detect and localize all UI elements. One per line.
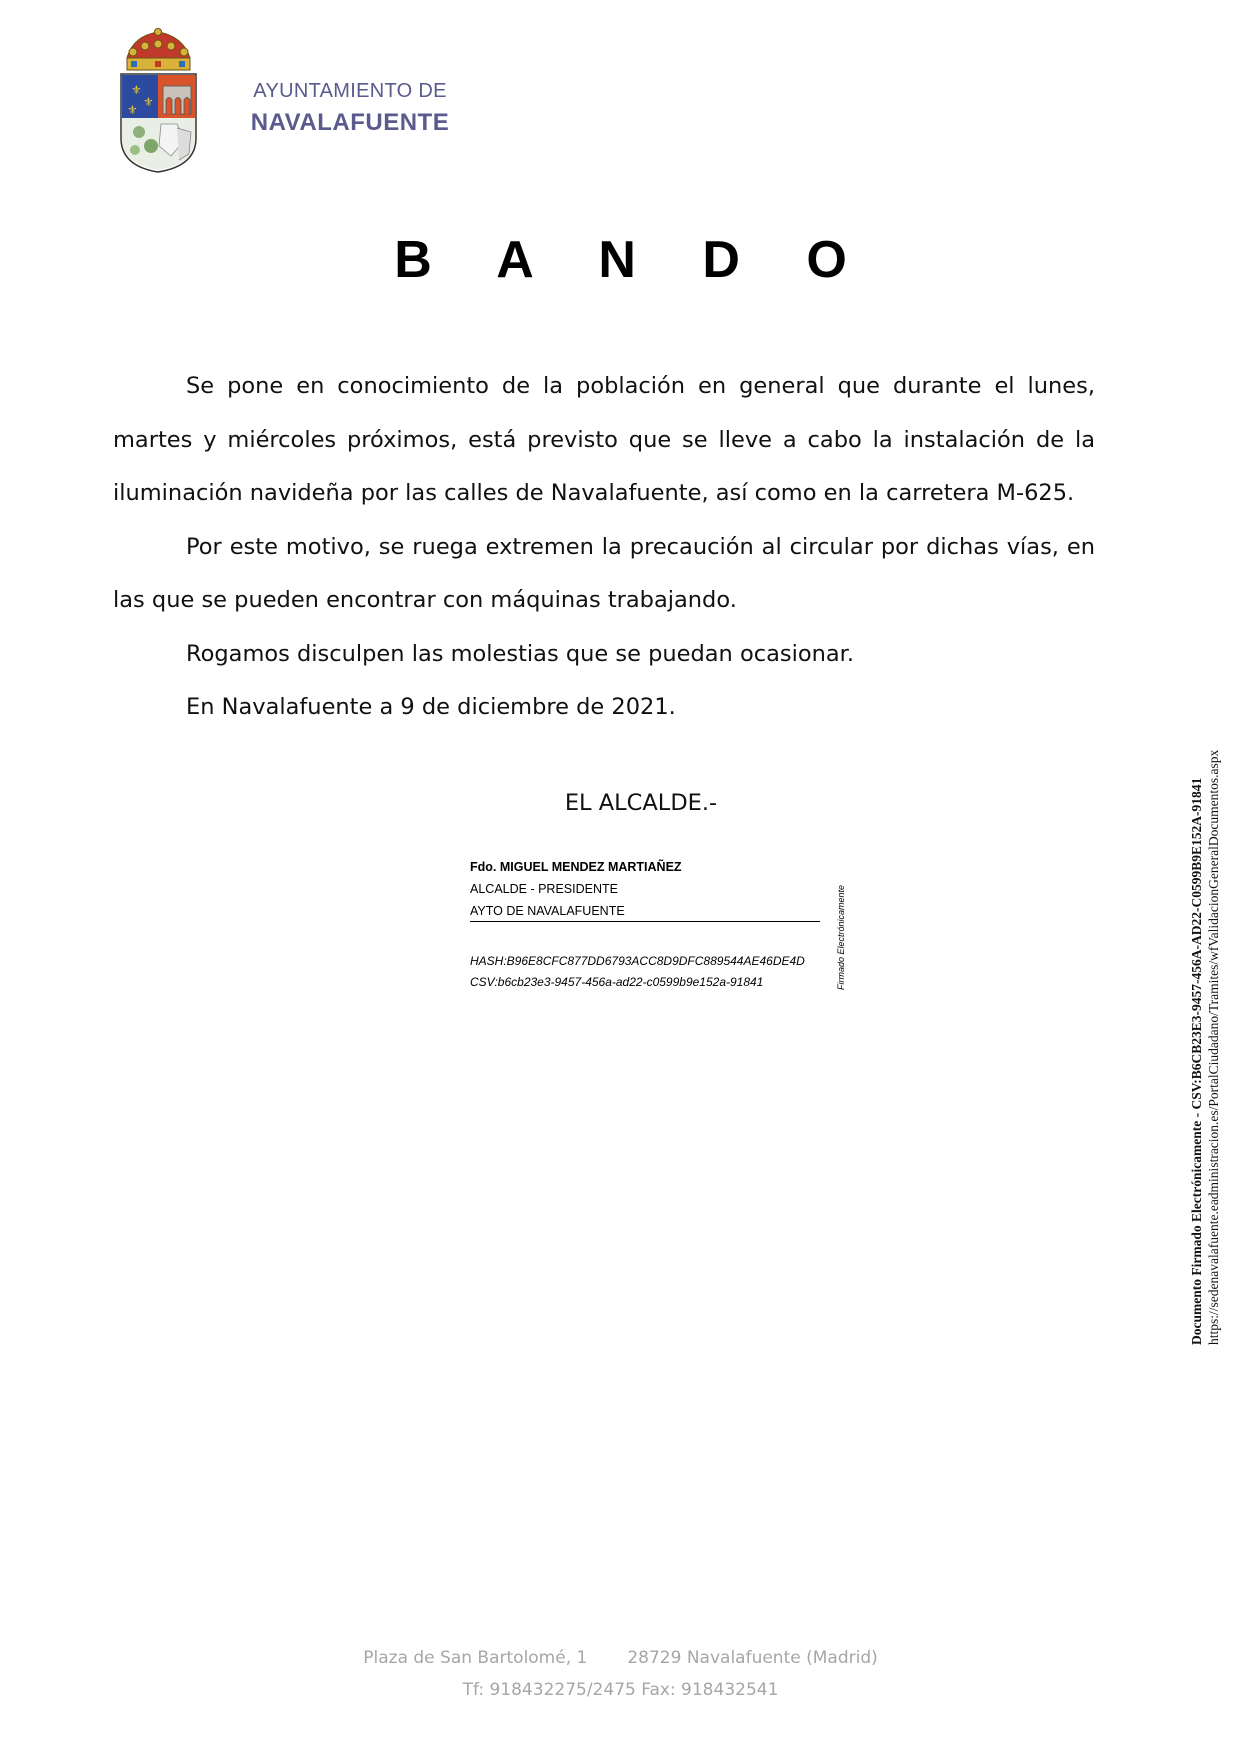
footer-postal: 28729 Navalafuente (Madrid) <box>627 1648 878 1668</box>
footer-address <box>0 1648 1241 1668</box>
closing-signatory: EL ALCALDE.- <box>564 790 718 816</box>
svg-text:⚜: ⚜ <box>127 103 138 117</box>
signer-organization: AYTO DE NAVALAFUENTE <box>470 904 820 922</box>
org-name-line1: AYUNTAMIENTO DE <box>253 80 447 102</box>
signer-role: ALCALDE - PRESIDENTE <box>470 882 618 896</box>
paragraph-date: En Navalafuente a 9 de diciembre de 2021. <box>186 694 676 720</box>
document-title: B A N D O <box>394 231 873 289</box>
electronic-signature-stamp <box>1188 750 1222 1345</box>
signature-block <box>470 860 840 990</box>
svg-text:⚜: ⚜ <box>143 95 154 109</box>
signature-csv: CSV:b6cb23e3-9457-456a-ad22-c0599b9e152a-91841 <box>470 975 764 989</box>
stamp-csv-line: Documento Firmado Electrónicamente - CSV:B6CB23E3-9457-456A-AD22-C0599B9E152A-91841 <box>1189 777 1204 1345</box>
document-body <box>113 360 1095 735</box>
signature-vertical-label: Firmado Electrónicamente <box>836 884 846 990</box>
municipal-coat-of-arms-icon <box>119 28 198 174</box>
stamp-validation-url[interactable]: https://sedenavalafuente.eadministracion.es/PortalCiudadano/Tramites/wfValidacionGeneralDocumentos.aspx <box>1206 749 1221 1345</box>
signer-name: Fdo. MIGUEL MENDEZ MARTIAÑEZ <box>470 860 682 874</box>
footer-phones: Tf: 918432275/2475 Fax: 918432541 <box>462 1680 779 1700</box>
paragraph-announcement: Se pone en conocimiento de la población en general que durante el lunes, martes y miércoles próximos, está previsto que se lleve a cabo la instalación de la iluminación navideña por las calles de Navalafuente, así como en la carretera M-625. <box>113 373 1095 506</box>
org-name-line2: NAVALAFUENTE <box>250 109 450 136</box>
crown-icon <box>127 29 190 71</box>
paragraph-caution: Por este motivo, se ruega extremen la precaución al circular por dichas vías, en las que se pueden encontrar con máquinas trabajando. <box>113 533 1095 613</box>
signature-hash: HASH:B96E8CFC877DD6793ACC8D9DFC889544AE46DE4D <box>470 954 805 968</box>
svg-text:⚜: ⚜ <box>131 83 142 97</box>
footer-street: Plaza de San Bartolomé, 1 <box>363 1648 588 1668</box>
paragraph-apology: Rogamos disculpen las molestias que se puedan ocasionar. <box>186 640 855 667</box>
